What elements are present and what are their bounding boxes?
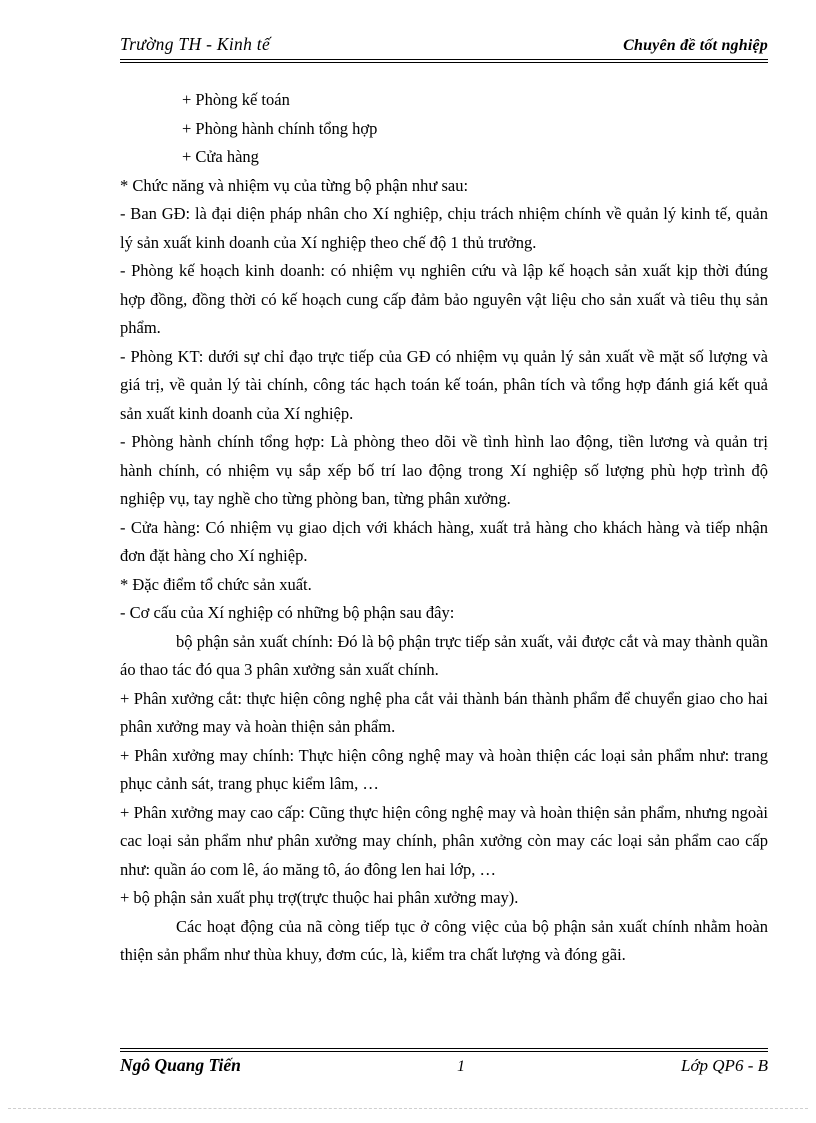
page-header [120,34,768,74]
paragraph: - Phòng kế hoạch kinh doanh: có nhiệm vụ nghiên cứu và lập kế hoạch sản xuất kịp thời đúng hợp đồng, đồng thời có kế hoạch cung cấp đảm bảo nguyên vật liệu cho sản xuất và tiêu thụ sản phẩm. [120,261,768,337]
paragraph: Các hoạt động của nã còng tiếp tục ở công việc của bộ phận sản xuất chính nhằm hoàn thiện sản phẩm như thùa khuy, đơm cúc, là, kiểm tra chất lượng và đóng gãi. [120,916,768,964]
paragraph: bộ phận sản xuất chính: Đó là bộ phận trực tiếp sản xuất, vải được cắt và may thành quần áo thao tác đó qua 3 phân xưởng sản xuất chính. [120,631,768,679]
footer-row [120,1055,768,1076]
header-school-name: Trường TH - Kinh tế [120,34,271,54]
paragraph: + Phân xưởng cắt: thực hiện công nghệ pha cắt vải thành bán thành phẩm để chuyển giao cho hai phân xưởng may và hoàn thiện sản phẩm. [120,688,768,736]
page-number: 1 [456,1058,465,1075]
paragraph: - Phòng hành chính tổng hợp: Là phòng theo dõi về tình hình lao động, tiền lương và quản trị hành chính, có nhiệm vụ sắp xếp bố trí lao động trong Xí nghiệp số lượng phù hợp trình độ nghiệp vụ, tay nghề cho từng phòng ban, từng phân xưởng. [120,432,768,508]
header-document-title: Chuyên đề tốt nghiệp [623,37,768,54]
paragraph: - Phòng KT: dưới sự chỉ đạo trực tiếp của GĐ có nhiệm vụ quản lý sản xuất về mặt số lượng và giá trị, về quản lý tài chính, công tác hạch toán kế toán, phân tích và tổng hợp đánh giá kết quả sản xuất kinh doanh của Xí nghiệp. [120,346,768,423]
footer-divider [120,1048,768,1052]
footer-class: Lớp QP6 - B [681,1056,768,1075]
paragraph: + Phân xưởng may chính: Thực hiện công nghệ may và hoàn thiện các loại sản phẩm như: trang phục cảnh sát, trang phục kiểm lâm, … [120,745,768,793]
header-row [120,34,768,55]
document-body [120,86,768,970]
list-item: + Cửa hàng [182,147,259,166]
list-item: + Phòng kế toán [182,90,290,109]
paragraph: * Chức năng và nhiệm vụ của từng bộ phận như sau: [120,175,469,195]
paragraph: - Ban GĐ: là đại diện pháp nhân cho Xí nghiệp, chịu trách nhiệm chính về quản lý kinh tế, quản lý sản xuất kinh doanh của Xí nghiệp theo chế độ 1 thủ trưởng. [120,204,768,252]
page-content [120,34,768,970]
list-item: + Phòng hành chính tổng hợp [182,118,378,138]
paragraph: + bộ phận sản xuất phụ trợ(trực thuộc hai phân xưởng may). [120,888,519,907]
page-bottom-edge [8,1108,808,1109]
page-footer [120,1048,768,1076]
paragraph: + Phân xưởng may cao cấp: Cũng thực hiện công nghệ may và hoàn thiện sản phẩm, nhưng ngoài cac loại sản phẩm như phân xưởng may chính, phân xưởng còn may các loại sản phẩm cao cấp như: quần áo com lê, áo măng tô, áo đông len hai lớp, … [120,802,768,879]
header-divider [120,59,768,63]
footer-author: Ngô Quang Tiến [120,1055,241,1075]
paragraph: - Cửa hàng: Có nhiệm vụ giao dịch với khách hàng, xuất trả hàng cho khách hàng và tiếp nhận đơn đặt hàng cho Xí nghiệp. [120,517,768,565]
paragraph: * Đặc điểm tổ chức sản xuất. [120,574,312,594]
paragraph: - Cơ cấu của Xí nghiệp có những bộ phận sau đây: [120,603,455,622]
